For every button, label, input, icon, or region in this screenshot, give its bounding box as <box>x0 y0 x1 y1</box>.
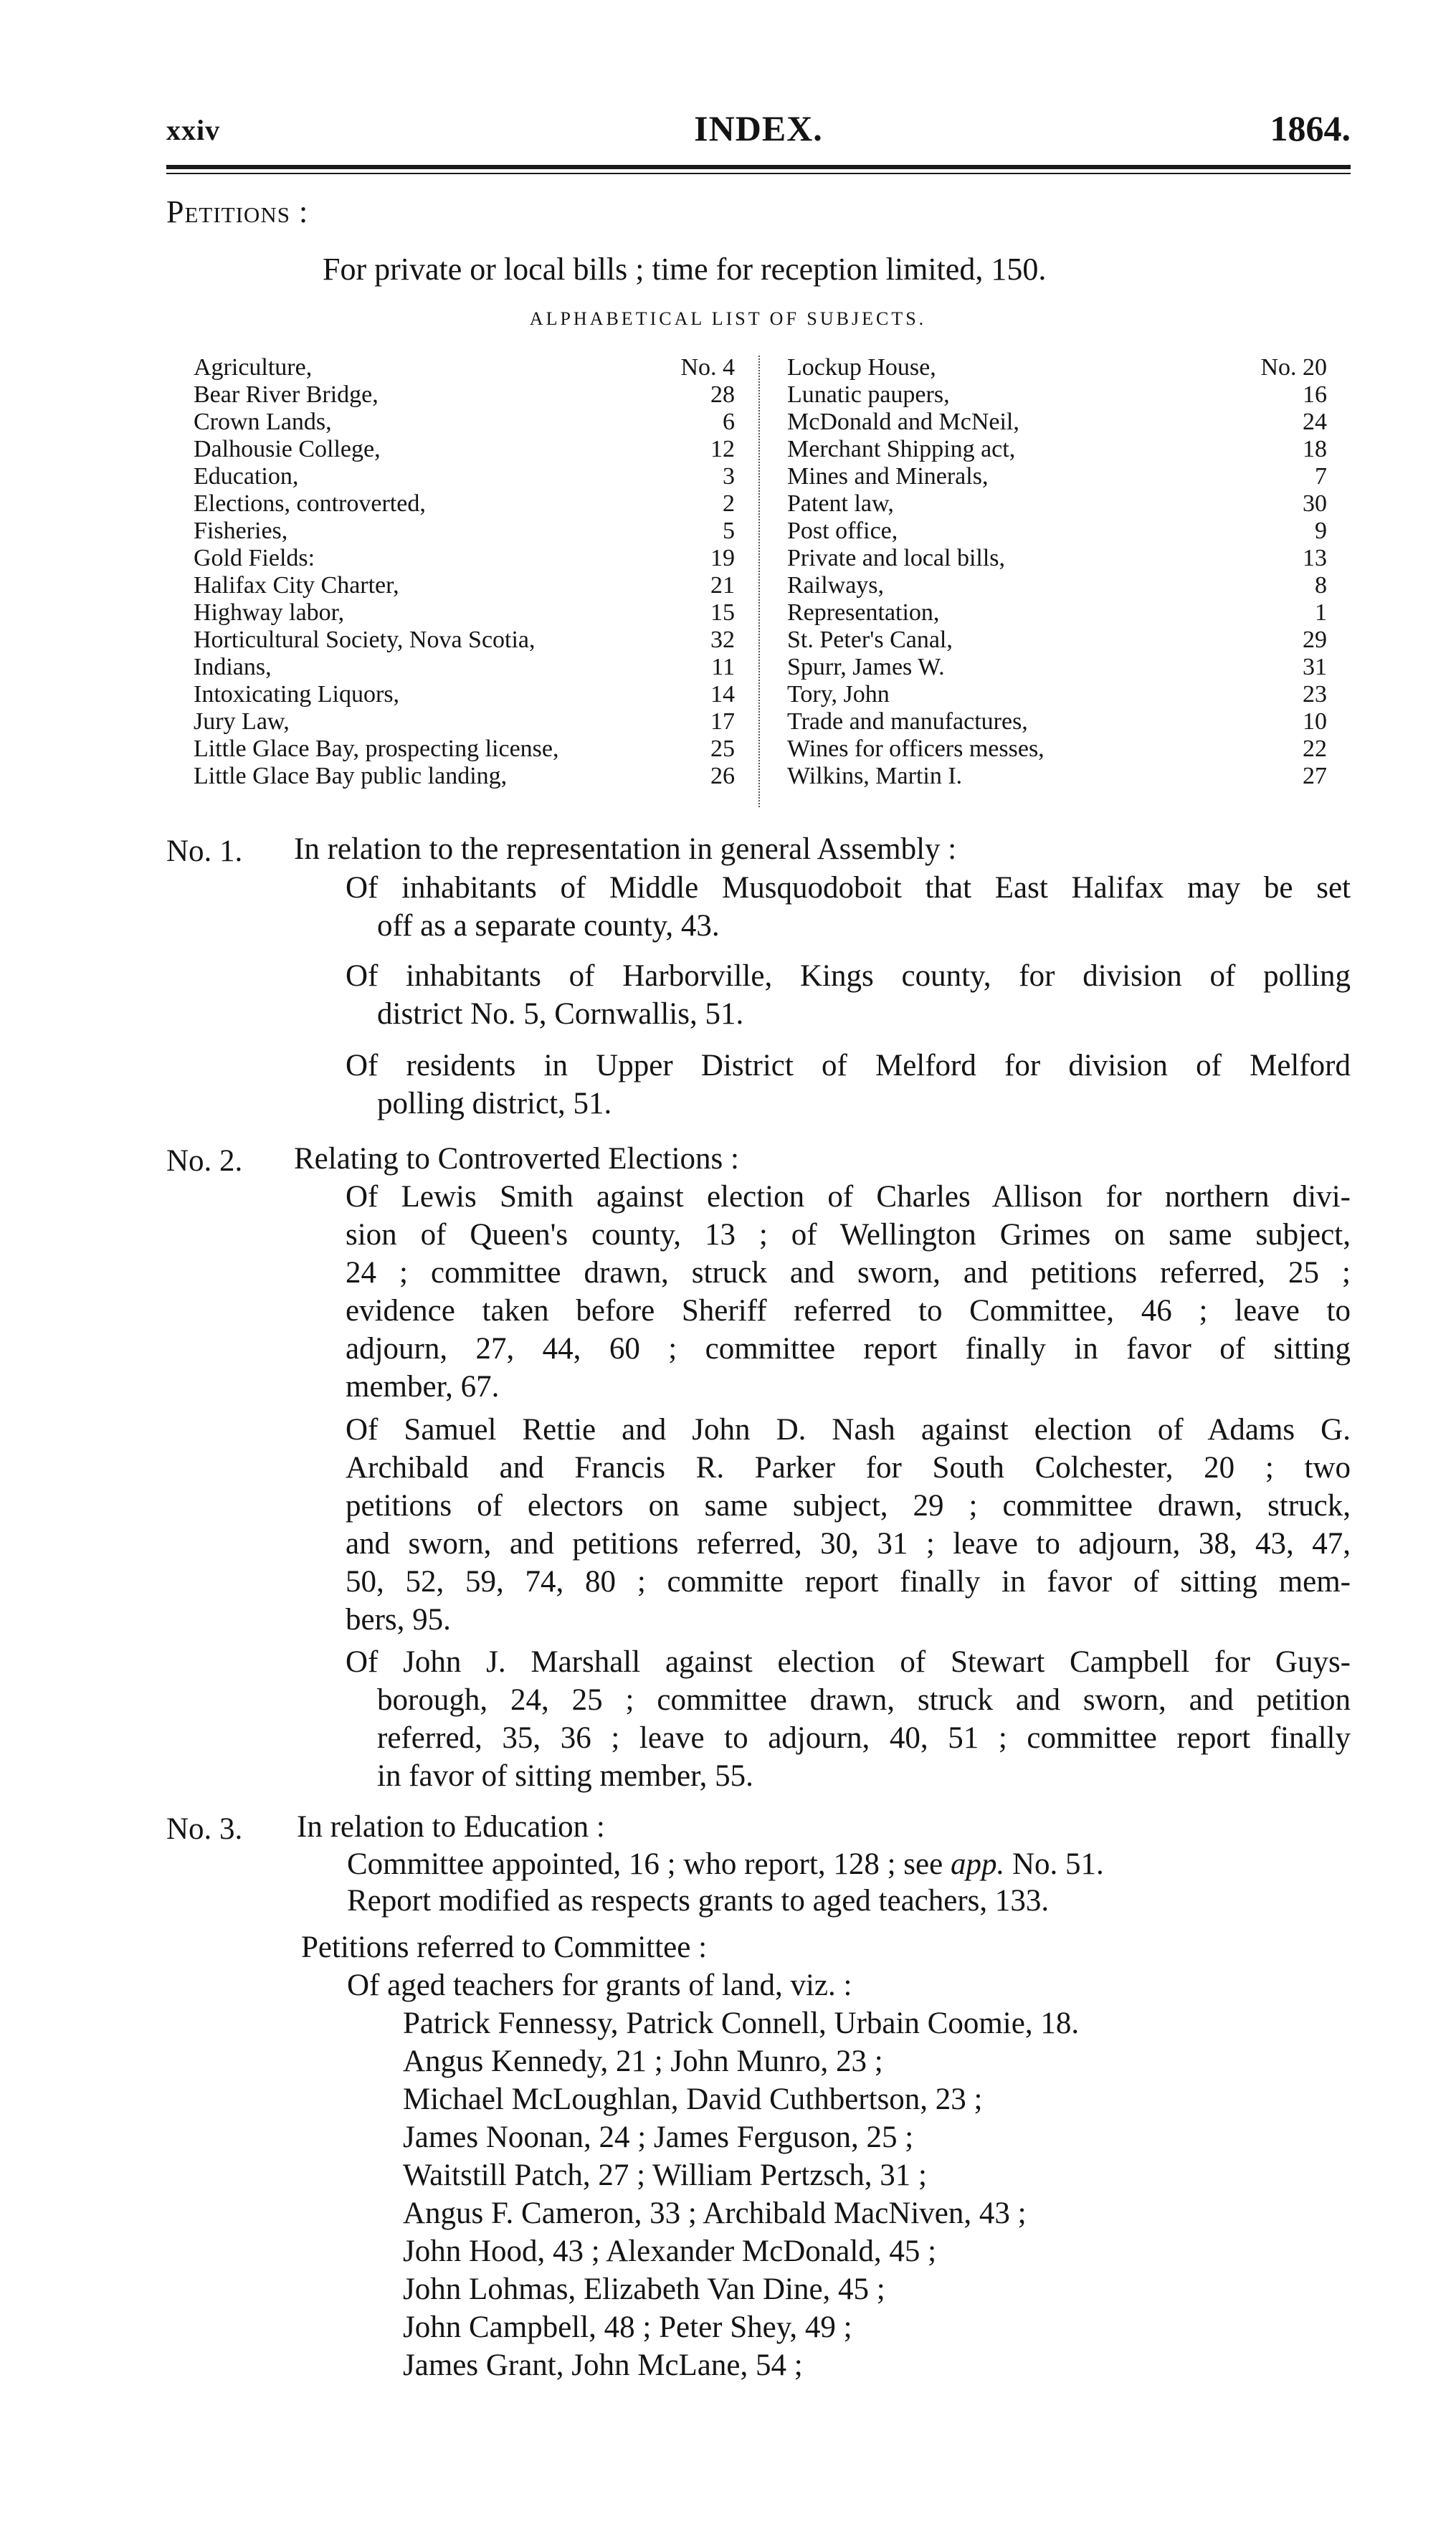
names-line: John Lohmas, Elizabeth Van Dine, 45 ; <box>403 2272 885 2306</box>
subject-row <box>194 763 735 790</box>
subject-row <box>787 409 1327 436</box>
subject-number: 1 <box>1315 599 1327 626</box>
subject-name: Highway labor, <box>194 599 345 626</box>
subject-name: Indians, <box>194 654 272 680</box>
subject-row <box>787 599 1327 627</box>
subject-name: Education, <box>194 463 299 490</box>
subject-number: 14 <box>710 681 735 708</box>
paragraph-line: 24 ; committee drawn, struck and sworn, and petitions referred, 25 ; <box>346 1256 1351 1290</box>
subject-number: No. 4 <box>680 354 735 381</box>
subject-row <box>787 463 1327 490</box>
subject-name: Wilkins, Martin I. <box>787 763 963 789</box>
subject-name: Crown Lands, <box>194 409 332 435</box>
entry-3-petitions-heading: Petitions referred to Committee : <box>301 1931 708 1964</box>
paragraph-line: district No. 5, Cornwallis, 51. <box>377 997 744 1031</box>
subject-name: Intoxicating Liquors, <box>194 681 400 708</box>
names-line: Patrick Fennessy, Patrick Connell, Urbain Coomie, 18. <box>403 2007 1080 2040</box>
paragraph-line: in favor of sitting member, 55. <box>377 1759 753 1793</box>
entry-2-number: No. 2. <box>166 1144 243 1178</box>
paragraph-line: Of John J. Marshall against election of Stewart Campbell for Guys- <box>346 1645 1351 1679</box>
subject-row <box>194 681 735 708</box>
paragraph-line: borough, 24, 25 ; committee drawn, struck and sworn, and petition <box>377 1683 1351 1717</box>
names-line: James Noonan, 24 ; James Ferguson, 25 ; <box>403 2121 914 2154</box>
names-line: John Hood, 43 ; Alexander McDonald, 45 ; <box>403 2234 937 2268</box>
paragraph-line: adjourn, 27, 44, 60 ; committee report finally in favor of sitting <box>346 1332 1351 1366</box>
entry-2-paragraph-1 <box>346 1178 1351 1406</box>
subject-name: Dalhousie College, <box>194 436 381 462</box>
subject-number: 16 <box>1303 381 1327 408</box>
subject-row <box>787 708 1327 736</box>
subject-number: 15 <box>710 599 735 626</box>
committee-line-ref: No. 51. <box>1004 1847 1104 1881</box>
page-header <box>166 108 1351 158</box>
subject-number: 17 <box>710 708 735 735</box>
subject-number: 3 <box>723 463 735 490</box>
subject-row <box>194 463 735 490</box>
paragraph-line: Of inhabitants of Harborville, Kings county, for division of polling <box>346 959 1351 993</box>
paragraph-line: Of Samuel Rettie and John D. Nash against election of Adams G. <box>346 1413 1351 1447</box>
subject-name: Representation, <box>787 599 940 626</box>
subject-row <box>194 409 735 436</box>
paragraph-line: and sworn, and petitions referred, 30, 31 ; leave to adjourn, 38, 43, 47, <box>346 1527 1351 1561</box>
subject-row <box>787 654 1327 681</box>
subject-row <box>787 736 1327 763</box>
subject-row <box>194 436 735 463</box>
subject-name: Halifax City Charter, <box>194 572 399 599</box>
subject-row <box>787 763 1327 790</box>
subject-name: Railways, <box>787 572 885 599</box>
entry-3-report-line: Report modified as respects grants to aged teachers, 133. <box>347 1884 1050 1918</box>
paragraph-line: member, 67. <box>346 1370 500 1404</box>
subject-row <box>194 490 735 518</box>
subject-number: 5 <box>723 518 735 544</box>
subject-row <box>194 599 735 627</box>
subject-name: Jury Law, <box>194 708 290 735</box>
subject-row <box>787 518 1327 545</box>
paragraph-line: evidence taken before Sheriff referred to Committee, 46 ; leave to <box>346 1294 1351 1328</box>
subject-number: 11 <box>711 654 735 680</box>
subject-name: St. Peter's Canal, <box>787 627 953 653</box>
paragraph-line: Of residents in Upper District of Melford for division of Melford <box>346 1049 1351 1082</box>
header-rule-thin <box>166 173 1351 174</box>
subject-row <box>787 627 1327 654</box>
subject-row <box>787 681 1327 708</box>
subject-name: Spurr, James W. <box>787 654 945 680</box>
subject-number: 25 <box>710 736 735 762</box>
subject-name: Mines and Minerals, <box>787 463 989 490</box>
entry-2-heading: Relating to Controverted Elections : <box>294 1142 739 1176</box>
entry-1-paragraph-2 <box>346 957 1351 1033</box>
page-number: xxiv <box>166 114 221 146</box>
names-line: Angus F. Cameron, 33 ; Archibald MacNiven, 43 ; <box>403 2197 1027 2230</box>
subject-row <box>787 572 1327 599</box>
subject-row <box>194 627 735 654</box>
subject-name: Little Glace Bay public landing, <box>194 763 508 789</box>
subject-name: Patent law, <box>787 490 894 517</box>
subject-number: 24 <box>1303 409 1327 435</box>
names-line: James Grant, John McLane, 54 ; <box>403 2348 803 2382</box>
entry-3-heading: In relation to Education : <box>297 1810 605 1844</box>
subject-row <box>787 545 1327 572</box>
subject-number: 22 <box>1303 736 1327 762</box>
subject-row <box>787 436 1327 463</box>
committee-line-text: Committee appointed, 16 ; who report, 128 ; see <box>347 1847 951 1881</box>
entry-1-paragraph-1 <box>346 869 1351 945</box>
paragraph-line: referred, 35, 36 ; leave to adjourn, 40, 51 ; committee report finally <box>377 1721 1351 1755</box>
paragraph-line: sion of Queen's county, 13 ; of Wellington Grimes on same subject, <box>346 1218 1351 1252</box>
subject-list-right <box>787 354 1327 790</box>
subject-name: Agriculture, <box>194 354 313 381</box>
subject-name: Lockup House, <box>787 354 936 381</box>
subject-number: 31 <box>1303 654 1327 680</box>
paragraph-line: Of inhabitants of Middle Musquodoboit that East Halifax may be set <box>346 871 1351 905</box>
app-abbrev: app. <box>950 1847 1005 1881</box>
subject-name: Lunatic paupers, <box>787 381 950 408</box>
subject-name: Fisheries, <box>194 518 288 544</box>
entry-3-aged-teachers-heading: Of aged teachers for grants of land, viz. : <box>347 1969 852 2002</box>
alphabetical-list-title: ALPHABETICAL LIST OF SUBJECTS. <box>529 308 927 329</box>
subject-number: 26 <box>710 763 735 789</box>
subject-row <box>787 354 1327 381</box>
subject-number: 8 <box>1315 572 1327 599</box>
subject-number: 28 <box>710 381 735 408</box>
intro-line: For private or local bills ; time for reception limited, 150. <box>323 252 1047 287</box>
entry-2-paragraph-2 <box>346 1411 1351 1639</box>
subject-number: 32 <box>710 627 735 653</box>
paragraph-line: Of Lewis Smith against election of Charles Allison for northern divi- <box>346 1180 1351 1214</box>
section-heading: Petitions : <box>166 194 309 229</box>
entry-1-paragraph-3 <box>346 1047 1351 1123</box>
paragraph-line: bers, 95. <box>346 1603 451 1637</box>
subject-list-left <box>194 354 735 790</box>
subject-number: 29 <box>1303 627 1327 653</box>
names-line: John Campbell, 48 ; Peter Shey, 49 ; <box>403 2310 852 2344</box>
header-rule-thick <box>166 165 1351 169</box>
subject-name: Merchant Shipping act, <box>787 436 1016 462</box>
entry-3-committee-line <box>347 1845 1104 1883</box>
subject-row <box>194 736 735 763</box>
entry-3-names-list <box>403 2004 1335 2384</box>
subject-name: Tory, John <box>787 681 890 708</box>
subject-number: 6 <box>723 409 735 435</box>
paragraph-line: Archibald and Francis R. Parker for South Colchester, 20 ; two <box>346 1451 1351 1485</box>
subject-number: 9 <box>1315 518 1327 544</box>
entry-1-number: No. 1. <box>166 834 243 868</box>
names-line: Waitstill Patch, 27 ; William Pertzsch, 31 ; <box>403 2159 927 2192</box>
subject-name: Post office, <box>787 518 898 544</box>
subject-row <box>194 518 735 545</box>
subject-name: Horticultural Society, Nova Scotia, <box>194 627 536 653</box>
paragraph-line: polling district, 51. <box>377 1087 612 1120</box>
subject-number: 30 <box>1303 490 1327 517</box>
subject-name: Wines for officers messes, <box>787 736 1045 762</box>
subject-name: Elections, controverted, <box>194 490 426 517</box>
subject-row <box>194 354 735 381</box>
subject-number: No. 20 <box>1260 354 1327 381</box>
entry-1-heading: In relation to the representation in general Assembly : <box>294 832 957 866</box>
entry-2-paragraph-3 <box>346 1643 1351 1795</box>
subject-row <box>787 490 1327 518</box>
subject-number: 23 <box>1303 681 1327 708</box>
subject-row <box>194 572 735 599</box>
names-line: Michael McLoughlan, David Cuthbertson, 23 ; <box>403 2083 983 2116</box>
page-title: INDEX. <box>694 108 823 148</box>
subject-number: 21 <box>710 572 735 599</box>
names-line: Angus Kennedy, 21 ; John Munro, 23 ; <box>403 2045 883 2078</box>
subject-name: Gold Fields: <box>194 545 315 571</box>
column-divider <box>758 356 760 807</box>
subject-name: Bear River Bridge, <box>194 381 379 408</box>
subject-row <box>194 545 735 572</box>
subject-name: Little Glace Bay, prospecting license, <box>194 736 559 762</box>
paragraph-line: 50, 52, 59, 74, 80 ; committe report finally in favor of sitting mem- <box>346 1565 1351 1599</box>
subject-row <box>194 381 735 409</box>
subject-number: 10 <box>1303 708 1327 735</box>
subject-name: McDonald and McNeil, <box>787 409 1019 435</box>
subject-number: 19 <box>710 545 735 571</box>
subject-number: 27 <box>1303 763 1327 789</box>
subject-number: 13 <box>1303 545 1327 571</box>
subject-row <box>194 654 735 681</box>
subject-name: Private and local bills, <box>787 545 1006 571</box>
subject-row <box>194 708 735 736</box>
paragraph-line: petitions of electors on same subject, 29 ; committee drawn, struck, <box>346 1489 1351 1523</box>
subject-number: 12 <box>710 436 735 462</box>
subject-number: 2 <box>723 490 735 517</box>
subject-number: 7 <box>1315 463 1327 490</box>
page-year: 1864. <box>1270 108 1351 148</box>
entry-3-number: No. 3. <box>166 1812 243 1846</box>
subject-row <box>787 381 1327 409</box>
subject-number: 18 <box>1303 436 1327 462</box>
subject-name: Trade and manufactures, <box>787 708 1028 735</box>
paragraph-line: off as a separate county, 43. <box>377 909 720 943</box>
